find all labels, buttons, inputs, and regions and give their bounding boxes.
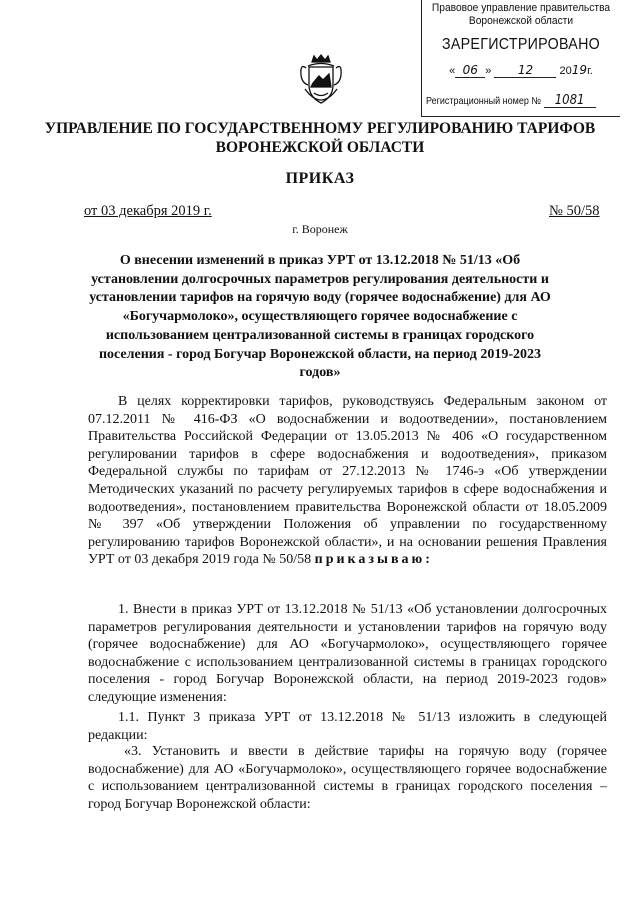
stamp-org-line1: Правовое управление правительства (431, 2, 611, 14)
stamp-organization (429, 2, 613, 28)
order-word: приказываю: (314, 552, 433, 568)
stamp-date (422, 64, 620, 78)
document-date: от 03 декабря 2019 г. (84, 203, 212, 219)
stamp-org-line2: Воронежской области (468, 15, 574, 27)
document-number: № 50/58 (549, 203, 600, 219)
stamp-year-end: г. (587, 65, 593, 77)
voronezh-coat-of-arms-icon (297, 53, 345, 109)
preamble-paragraph (88, 393, 607, 569)
preamble-text: В целях корректировки тарифов, руководствуясь Федеральным законом от 07.12.2011 № 416-ФЗ «О водоснабжении и водоотведении», постановлением Правительства Российской Федерации от 13.05.2013 № 406 «О государственном регулировании тарифов в сфере водоснабжения и водоотведения», приказом Федеральной службы по тарифам от 27.12.2013 № 1746-э «Об утверждении Методических указаний по расчету регулируемых тарифов в сфере водоснабжения и водоотведения», постановлением правительства Воронежской области от 18.05.2009 № 397 «Об утверждении Положения об управлении по государственному регулированию тарифов Воронежской области», и на основании решения Правления УРТ от 03 декабря 2019 года № 50/58 (88, 394, 607, 568)
stamp-reg-label: Регистрационный номер № (426, 96, 542, 107)
item-1-paragraph: 1. Внести в приказ УРТ от 13.12.2018 № 51/13 «Об установлении долгосрочных параметров регулирования деятельности и установлении тарифов на горячую воду (горячее водоснабжение) для АО «Богучармолоко», осуществляющего горячее водоснабжение с использованием централизованной системы в границах городского поселения - город Богучар Воронежской области, на период 2019-2023 годов» следующие изменения: (88, 602, 607, 705)
stamp-year-suffix: 19 (571, 63, 588, 77)
document-title: О внесении изменений в приказ УРТ от 13.12.2018 № 51/13 «Об установлении долгосрочных параметров регулирования деятельности и установлении тарифов на горячую воду (горячее водоснабжение) для АО «Богучармолоко», осуществляющего горячее водоснабжение с использованием централизованной системы в границах городского поселения - город Богучар Воронежской области, на период 2019-2023 годов» (89, 253, 551, 381)
registration-stamp (421, 0, 620, 117)
stamp-day: 06 (455, 64, 485, 78)
issuing-authority: УПРАВЛЕНИЕ ПО ГОСУДАРСТВЕННОМУ РЕГУЛИРОВАНИЮ ТАРИФОВ ВОРОНЕЖСКОЙ ОБЛАСТИ (44, 120, 596, 156)
stamp-quote-open: « (449, 65, 456, 77)
stamp-reg-number: 1081 (544, 94, 596, 108)
stamp-year-prefix: 20 (559, 65, 572, 77)
item-1-1-paragraph: 1.1. Пункт 3 приказа УРТ от 13.12.2018 № 51/13 изложить в следующей редакции: (88, 710, 607, 743)
document-city: г. Воронеж (292, 222, 348, 236)
stamp-quote-close: » (485, 65, 492, 77)
stamp-registration (426, 94, 596, 108)
document-type: ПРИКАЗ (285, 170, 355, 187)
stamp-month: 12 (494, 64, 556, 78)
stamp-status: ЗАРЕГИСТРИРОВАНО (441, 36, 601, 53)
item-1-1-quoted-text: «3. Установить и ввести в действие тарифы на горячую воду (горячее водоснабжение) для АО «Богучармолоко», осуществляющего горячее водоснабжение с использованием централизованной системы в границах городского поселения – город Богучар Воронежской области: (88, 744, 607, 812)
